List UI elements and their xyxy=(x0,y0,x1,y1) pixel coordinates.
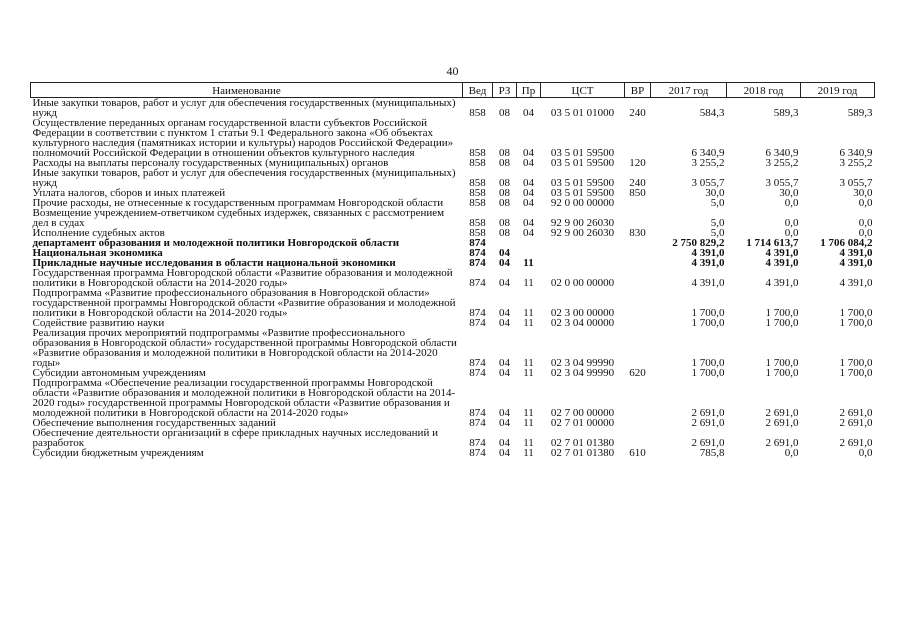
row-cst: 03 5 01 59500 xyxy=(550,177,615,189)
col-header-vr: ВР xyxy=(625,83,651,98)
row-name: Обеспечение выполнения государственных заданий xyxy=(32,417,276,429)
row-2018: 2 691,0 xyxy=(765,417,799,429)
row-name: Иные закупки товаров, работ и услуг для обеспечения государственных (муниципальных) нужд xyxy=(32,97,456,119)
row-pr: 11 xyxy=(523,317,534,329)
row-name: Подпрограмма «Обеспечение реализации государственной программы Новгородской области «Развитие образования и молодежной политики в Новгородской области на 2014-2020 годы» государственной программы Новгородской области «Развитие образования и молодежной политики в Новгородской области на 2014-2020 годы» xyxy=(32,377,456,419)
col-header-name: Наименование xyxy=(31,83,463,98)
row-rz: 04 xyxy=(499,357,510,369)
table-row xyxy=(31,328,875,368)
row-2017: 2 691,0 xyxy=(691,417,725,429)
row-2017: 2 691,0 xyxy=(691,407,725,419)
row-vr: 240 xyxy=(629,107,646,119)
row-2017: 584,3 xyxy=(699,107,725,119)
table-body xyxy=(31,98,875,459)
row-ved: 874 xyxy=(469,247,486,259)
row-2019: 0,0 xyxy=(858,217,873,229)
row-ved: 874 xyxy=(469,417,486,429)
row-2018: 3 055,7 xyxy=(765,177,799,189)
row-vr xyxy=(625,428,651,448)
row-vr xyxy=(625,288,651,318)
row-pr: 11 xyxy=(523,357,534,369)
row-2018: 4 391,0 xyxy=(765,257,799,269)
row-2017: 4 391,0 xyxy=(691,257,725,269)
row-2017: 1 700,0 xyxy=(691,317,725,329)
row-vr xyxy=(625,118,651,158)
row-2017: 4 391,0 xyxy=(691,247,725,259)
row-2017: 5,0 xyxy=(710,217,725,229)
row-cst: 02 7 01 01380 xyxy=(550,447,615,459)
row-cst: 02 3 04 99990 xyxy=(550,357,615,369)
row-2018: 1 700,0 xyxy=(765,307,799,319)
row-name: Национальная экономика xyxy=(32,247,163,259)
row-name: Государственная программа Новгородской области «Развитие образования и молодежной политики в Новгородской области на 2014-2020 годы» xyxy=(32,267,453,289)
row-rz: 04 xyxy=(499,407,510,419)
row-2017: 5,0 xyxy=(710,197,725,209)
row-2019: 1 706 084,2 xyxy=(820,237,873,249)
row-2017: 3 055,7 xyxy=(691,177,725,189)
row-pr: 04 xyxy=(523,177,534,189)
table-row xyxy=(31,378,875,418)
row-2017: 2 691,0 xyxy=(691,437,725,449)
table-row xyxy=(31,268,875,288)
row-name: Исполнение судебных актов xyxy=(32,227,165,239)
row-2017: 1 700,0 xyxy=(691,367,725,379)
row-2019: 0,0 xyxy=(858,197,873,209)
row-vr: 830 xyxy=(629,227,646,239)
row-pr: 04 xyxy=(523,197,534,209)
row-name: Обеспечение деятельности организаций в сфере прикладных научных исследований и разработок xyxy=(32,427,438,449)
row-pr: 11 xyxy=(523,257,534,269)
row-name: Субсидии автономным учреждениям xyxy=(32,367,206,379)
row-2018: 30,0 xyxy=(779,187,799,199)
row-2018: 1 700,0 xyxy=(765,357,799,369)
row-cst: 02 3 04 00000 xyxy=(550,317,615,329)
row-2019: 0,0 xyxy=(858,227,873,239)
row-cst xyxy=(541,248,625,258)
row-vr xyxy=(625,318,651,328)
row-2017: 6 340,9 xyxy=(691,147,725,159)
row-ved: 874 xyxy=(469,317,486,329)
row-name: департамент образования и молодежной политики Новгородской области xyxy=(32,237,400,249)
row-rz: 08 xyxy=(499,227,510,239)
col-header-2019: 2019 год xyxy=(801,83,875,98)
row-ved: 874 xyxy=(469,437,486,449)
row-ved: 874 xyxy=(469,257,486,269)
row-ved: 874 xyxy=(469,407,486,419)
row-2018: 4 391,0 xyxy=(765,277,799,289)
row-vr xyxy=(625,418,651,428)
row-2018: 6 340,9 xyxy=(765,147,799,159)
row-2018: 2 691,0 xyxy=(765,407,799,419)
row-rz: 08 xyxy=(499,217,510,229)
row-vr xyxy=(625,268,651,288)
row-rz: 04 xyxy=(499,277,510,289)
row-2018: 0,0 xyxy=(784,227,799,239)
row-2019: 4 391,0 xyxy=(839,257,873,269)
row-name: Реализация прочих мероприятий подпрограммы «Развитие профессионального образования в Новгородской области» государственной программы Новгородской области «Развитие образования и молодежной политики в Новгородской области на 2014-2020 годы» xyxy=(32,327,457,369)
row-2018: 0,0 xyxy=(784,197,799,209)
row-2019: 0,0 xyxy=(858,447,873,459)
row-cst: 92 9 00 26030 xyxy=(550,227,615,239)
row-2017: 30,0 xyxy=(705,187,725,199)
row-cst xyxy=(541,238,625,248)
row-rz: 04 xyxy=(499,247,510,259)
row-ved: 874 xyxy=(469,447,486,459)
row-pr: 04 xyxy=(523,107,534,119)
row-2019: 1 700,0 xyxy=(839,307,873,319)
row-2018: 1 714 613,7 xyxy=(746,237,799,249)
row-vr xyxy=(625,258,651,268)
row-pr: 04 xyxy=(523,157,534,169)
row-2019: 2 691,0 xyxy=(839,407,873,419)
budget-table xyxy=(30,82,875,458)
row-rz: 04 xyxy=(499,417,510,429)
row-cst: 02 3 04 99990 xyxy=(550,367,615,379)
row-2017: 1 700,0 xyxy=(691,307,725,319)
table-row xyxy=(31,168,875,188)
row-ved: 858 xyxy=(469,157,486,169)
row-pr: 11 xyxy=(523,277,534,289)
row-name: Содействие развитию науки xyxy=(32,317,165,329)
row-pr xyxy=(517,238,541,248)
row-ved: 858 xyxy=(469,177,486,189)
row-ved: 858 xyxy=(469,217,486,229)
row-2019: 2 691,0 xyxy=(839,437,873,449)
row-2017: 4 391,0 xyxy=(691,277,725,289)
row-rz: 08 xyxy=(499,107,510,119)
row-2019: 3 255,2 xyxy=(839,157,873,169)
row-pr: 04 xyxy=(523,147,534,159)
row-pr: 04 xyxy=(523,187,534,199)
row-name: Осуществление переданных органам государственной власти субъектов Российской Федерации в соответствии с пунктом 1 статьи 9.1 Федерального закона «Об объектах культурного наследия (памятниках истории и культуры) народов Российской Федерации» полномочий Российской Федерации в отношении объектов культурного наследия xyxy=(32,117,454,159)
row-2019: 30,0 xyxy=(853,187,873,199)
row-vr xyxy=(625,328,651,368)
row-2017: 3 255,2 xyxy=(691,157,725,169)
col-header-ved: Вед xyxy=(463,83,493,98)
row-ved: 874 xyxy=(469,237,486,249)
row-ved: 874 xyxy=(469,277,486,289)
row-2019: 1 700,0 xyxy=(839,317,873,329)
row-cst: 02 7 01 00000 xyxy=(550,417,615,429)
row-cst: 03 5 01 59500 xyxy=(550,157,615,169)
row-ved: 858 xyxy=(469,227,486,239)
col-header-2018: 2018 год xyxy=(727,83,801,98)
col-header-2017: 2017 год xyxy=(651,83,727,98)
row-2019: 1 700,0 xyxy=(839,367,873,379)
row-name: Субсидии бюджетным учреждениям xyxy=(32,447,204,459)
row-name: Подпрограмма «Развитие профессионального образования в Новгородской области» государственной программы Новгородской области «Развитие образования и молодежной политики в Новгородской области на 2014-2020 годы» xyxy=(32,287,456,319)
row-rz: 08 xyxy=(499,187,510,199)
row-vr: 120 xyxy=(629,157,646,169)
row-2018: 4 391,0 xyxy=(765,247,799,259)
table-row xyxy=(31,98,875,119)
row-vr xyxy=(625,198,651,208)
row-2018: 3 255,2 xyxy=(765,157,799,169)
row-name: Иные закупки товаров, работ и услуг для обеспечения государственных (муниципальных) нужд xyxy=(32,167,456,189)
row-2019: 6 340,9 xyxy=(839,147,873,159)
row-pr: 04 xyxy=(523,227,534,239)
row-rz: 04 xyxy=(499,257,510,269)
row-ved: 858 xyxy=(469,187,486,199)
table-row xyxy=(31,118,875,158)
row-2019: 3 055,7 xyxy=(839,177,873,189)
row-2018: 1 700,0 xyxy=(765,317,799,329)
row-2019: 1 700,0 xyxy=(839,357,873,369)
col-header-cst: ЦСТ xyxy=(541,83,625,98)
row-ved: 858 xyxy=(469,147,486,159)
row-vr xyxy=(625,378,651,418)
row-2017: 5,0 xyxy=(710,227,725,239)
row-vr xyxy=(625,238,651,248)
row-2018: 589,3 xyxy=(773,107,799,119)
row-2019: 589,3 xyxy=(847,107,873,119)
page-number: 40 xyxy=(446,64,459,78)
row-name: Уплата налогов, сборов и иных платежей xyxy=(32,187,226,199)
row-cst: 92 9 00 26030 xyxy=(550,217,615,229)
row-2017: 2 750 829,2 xyxy=(672,237,725,249)
row-vr: 620 xyxy=(629,367,646,379)
row-cst: 92 0 00 00000 xyxy=(550,197,615,209)
row-vr: 850 xyxy=(629,187,646,199)
row-pr: 11 xyxy=(523,437,534,449)
row-name: Прикладные научные исследования в области национальной экономики xyxy=(32,257,396,269)
col-header-pr: Пр xyxy=(517,83,541,98)
row-rz: 08 xyxy=(499,177,510,189)
row-rz: 04 xyxy=(499,307,510,319)
table-row xyxy=(31,208,875,228)
row-cst: 03 5 01 01000 xyxy=(550,107,615,119)
row-ved: 874 xyxy=(469,357,486,369)
row-rz: 08 xyxy=(499,157,510,169)
table-header-row xyxy=(31,83,875,98)
row-ved: 874 xyxy=(469,367,486,379)
row-2019: 4 391,0 xyxy=(839,277,873,289)
row-rz: 04 xyxy=(499,367,510,379)
row-pr: 11 xyxy=(523,407,534,419)
row-name: Прочие расходы, не отнесенные к государственным программам Новгородской области xyxy=(32,197,444,209)
row-name: Расходы на выплаты персоналу государственных (муниципальных) органов xyxy=(32,157,389,169)
row-2017: 785,8 xyxy=(699,447,725,459)
table-row xyxy=(31,448,875,458)
row-vr xyxy=(625,248,651,258)
row-cst: 02 7 00 00000 xyxy=(550,407,615,419)
row-rz: 04 xyxy=(499,447,510,459)
row-2018: 0,0 xyxy=(784,217,799,229)
row-rz: 04 xyxy=(499,317,510,329)
table-row xyxy=(31,288,875,318)
table-row xyxy=(31,428,875,448)
row-cst: 02 0 00 00000 xyxy=(550,277,615,289)
row-cst: 03 5 01 59500 xyxy=(550,187,615,199)
row-2018: 1 700,0 xyxy=(765,367,799,379)
row-rz: 08 xyxy=(499,147,510,159)
row-pr: 04 xyxy=(523,217,534,229)
row-ved: 858 xyxy=(469,107,486,119)
row-rz: 08 xyxy=(499,197,510,209)
row-vr: 240 xyxy=(629,177,646,189)
row-cst: 02 3 00 00000 xyxy=(550,307,615,319)
row-2018: 0,0 xyxy=(784,447,799,459)
row-vr: 610 xyxy=(629,447,646,459)
row-pr: 11 xyxy=(523,367,534,379)
row-2017: 1 700,0 xyxy=(691,357,725,369)
row-cst: 02 7 01 01380 xyxy=(550,437,615,449)
row-2019: 2 691,0 xyxy=(839,417,873,429)
row-cst xyxy=(541,258,625,268)
row-2019: 4 391,0 xyxy=(839,247,873,259)
row-ved: 874 xyxy=(469,307,486,319)
row-rz: 04 xyxy=(499,437,510,449)
row-2018: 2 691,0 xyxy=(765,437,799,449)
col-header-rz: РЗ xyxy=(493,83,517,98)
row-pr: 11 xyxy=(523,307,534,319)
row-vr xyxy=(625,208,651,228)
row-pr: 11 xyxy=(523,417,534,429)
row-name: Возмещение учреждением-ответчиком судебных издержек, связанных с рассмотрением дел в судах xyxy=(32,207,445,229)
row-cst: 03 5 01 59500 xyxy=(550,147,615,159)
row-pr: 11 xyxy=(523,447,534,459)
row-ved: 858 xyxy=(469,197,486,209)
